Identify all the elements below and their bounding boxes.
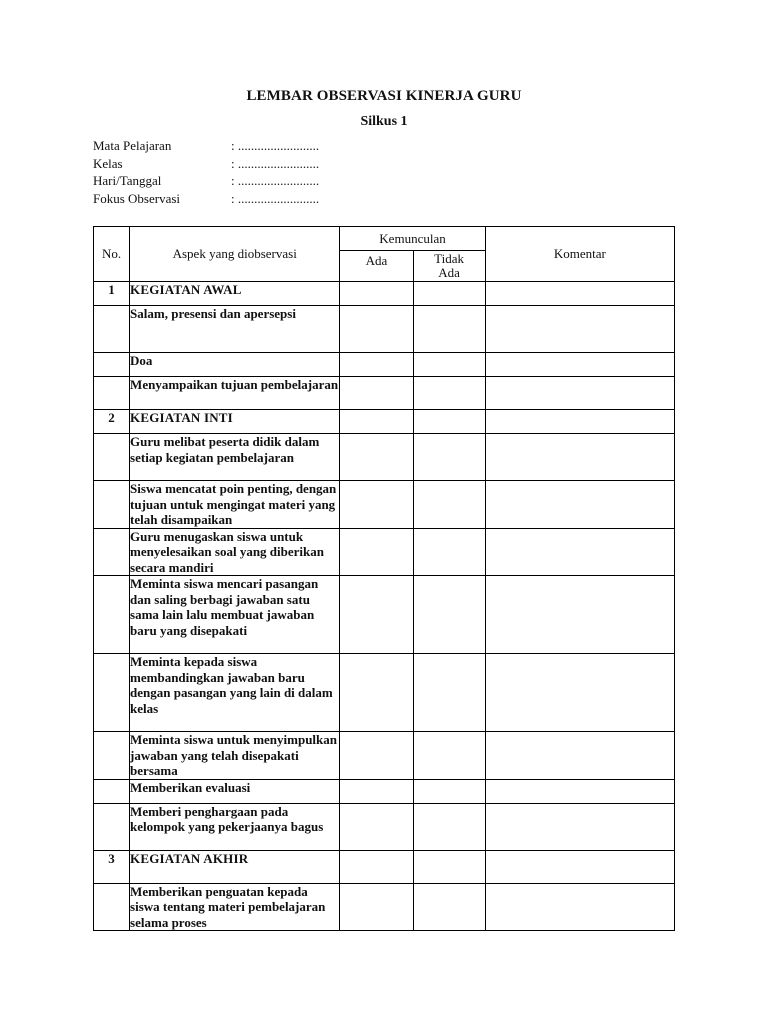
cell-tidak-ada[interactable] — [413, 353, 485, 377]
cell-no — [94, 883, 130, 931]
observation-table — [93, 226, 675, 931]
cell-aspek: Memberikan evaluasi — [130, 779, 340, 803]
info-value[interactable]: : ......................... — [231, 190, 320, 206]
table-row — [94, 803, 675, 850]
cell-no: 3 — [94, 850, 130, 883]
cell-tidak-ada[interactable] — [413, 732, 485, 780]
section-heading: KEGIATAN AWAL — [130, 282, 340, 306]
header-aspek: Aspek yang diobservasi — [130, 227, 340, 282]
cell-ada[interactable] — [340, 306, 413, 353]
cell-tidak-ada[interactable] — [413, 377, 485, 410]
cell-komentar[interactable] — [485, 353, 674, 377]
cell-no: 2 — [94, 410, 130, 434]
info-row-mata-pelajaran — [93, 137, 319, 155]
cell-tidak-ada[interactable] — [413, 528, 485, 576]
cell-tidak-ada[interactable] — [413, 850, 485, 883]
cell-ada[interactable] — [340, 377, 413, 410]
info-label: Kelas — [93, 155, 123, 171]
info-row-hari-tanggal — [93, 172, 319, 190]
info-value[interactable]: : ......................... — [231, 138, 320, 153]
cell-no: 1 — [94, 282, 130, 306]
section-heading: KEGIATAN INTI — [130, 410, 340, 434]
cell-komentar[interactable] — [485, 528, 674, 576]
cell-tidak-ada[interactable] — [413, 306, 485, 353]
cell-no — [94, 803, 130, 850]
table-row — [94, 654, 675, 732]
header-kemunculan: Kemunculan — [340, 227, 485, 251]
cell-no — [94, 732, 130, 780]
document-subtitle: Silkus 1 — [360, 114, 408, 129]
cell-aspek: Guru melibat peserta didik dalam setiap kegiatan pembelajaran — [130, 434, 340, 481]
table-row — [94, 377, 675, 410]
cell-no — [94, 377, 130, 410]
info-row-kelas — [93, 155, 319, 173]
cell-tidak-ada[interactable] — [413, 410, 485, 434]
cell-ada[interactable] — [340, 434, 413, 481]
cell-ada[interactable] — [340, 732, 413, 780]
cell-komentar[interactable] — [485, 410, 674, 434]
header-komentar: Komentar — [485, 227, 674, 282]
cell-tidak-ada[interactable] — [413, 883, 485, 931]
info-value[interactable]: : ......................... — [231, 173, 320, 188]
cell-ada[interactable] — [340, 410, 413, 434]
cell-tidak-ada[interactable] — [413, 481, 485, 529]
cell-komentar[interactable] — [485, 377, 674, 410]
cell-tidak-ada[interactable] — [413, 576, 485, 654]
cell-aspek: Guru menugaskan siswa untuk menyelesaikan soal yang diberikan secara mandiri — [130, 528, 340, 576]
cell-aspek: Memberi penghargaan pada kelompok yang pekerjaanya bagus — [130, 803, 340, 850]
cell-komentar[interactable] — [485, 306, 674, 353]
cell-ada[interactable] — [340, 528, 413, 576]
cell-ada[interactable] — [340, 481, 413, 529]
cell-no — [94, 481, 130, 529]
table-row — [94, 481, 675, 529]
cell-ada[interactable] — [340, 779, 413, 803]
table-row — [94, 528, 675, 576]
header-ada: Ada — [340, 251, 413, 282]
table-body — [94, 282, 675, 931]
table-row — [94, 576, 675, 654]
cell-ada[interactable] — [340, 353, 413, 377]
table-row — [94, 434, 675, 481]
cell-komentar[interactable] — [485, 883, 674, 931]
cell-no — [94, 779, 130, 803]
header-no: No. — [94, 227, 130, 282]
cell-ada[interactable] — [340, 850, 413, 883]
table-row — [94, 779, 675, 803]
cell-aspek: Siswa mencatat poin penting, dengan tujuan untuk mengingat materi yang telah disampaikan — [130, 481, 340, 529]
cell-no — [94, 353, 130, 377]
cell-komentar[interactable] — [485, 434, 674, 481]
cell-aspek: Salam, presensi dan apersepsi — [130, 306, 340, 353]
cell-aspek: Meminta kepada siswa membandingkan jawaban baru dengan pasangan yang lain di dalam kelas — [130, 654, 340, 732]
info-label: Fokus Observasi — [93, 190, 181, 206]
info-block — [93, 137, 319, 207]
cell-tidak-ada[interactable] — [413, 434, 485, 481]
cell-komentar[interactable] — [485, 576, 674, 654]
cell-tidak-ada[interactable] — [413, 282, 485, 306]
table-row — [94, 306, 675, 353]
table-row — [94, 282, 675, 306]
cell-tidak-ada[interactable] — [413, 654, 485, 732]
cell-aspek: Doa — [130, 353, 340, 377]
cell-komentar[interactable] — [485, 803, 674, 850]
cell-komentar[interactable] — [485, 779, 674, 803]
document-title: LEMBAR OBSERVASI KINERJA GURU — [246, 88, 522, 104]
table-row — [94, 353, 675, 377]
cell-aspek: Memberikan penguatan kepada siswa tentang materi pembelajaran selama proses — [130, 883, 340, 931]
cell-komentar[interactable] — [485, 282, 674, 306]
cell-no — [94, 576, 130, 654]
cell-ada[interactable] — [340, 576, 413, 654]
cell-ada[interactable] — [340, 282, 413, 306]
cell-komentar[interactable] — [485, 481, 674, 529]
info-label: Hari/Tanggal — [93, 173, 162, 188]
table-row — [94, 883, 675, 931]
cell-aspek: Meminta siswa mencari pasangan dan saling berbagi jawaban satu sama lain lalu membuat jawaban baru yang disepakati — [130, 576, 340, 654]
section-heading: KEGIATAN AKHIR — [130, 850, 340, 883]
cell-ada[interactable] — [340, 654, 413, 732]
cell-aspek: Menyampaikan tujuan pembelajaran — [130, 377, 340, 410]
cell-tidak-ada[interactable] — [413, 779, 485, 803]
table-row — [94, 732, 675, 780]
info-value[interactable]: : ......................... — [231, 155, 320, 171]
header-tidak-ada: Tidak Ada — [413, 251, 485, 282]
cell-no — [94, 434, 130, 481]
cell-aspek: Meminta siswa untuk menyimpulkan jawaban yang telah disepakati bersama — [130, 732, 340, 780]
cell-no — [94, 306, 130, 353]
table-row — [94, 410, 675, 434]
cell-no — [94, 528, 130, 576]
cell-komentar[interactable] — [485, 654, 674, 732]
cell-komentar[interactable] — [485, 732, 674, 780]
cell-tidak-ada[interactable] — [413, 803, 485, 850]
table-row — [94, 850, 675, 883]
cell-no — [94, 654, 130, 732]
cell-ada[interactable] — [340, 803, 413, 850]
info-label: Mata Pelajaran — [93, 138, 172, 153]
cell-komentar[interactable] — [485, 850, 674, 883]
info-row-fokus-observasi — [93, 190, 319, 208]
cell-ada[interactable] — [340, 883, 413, 931]
